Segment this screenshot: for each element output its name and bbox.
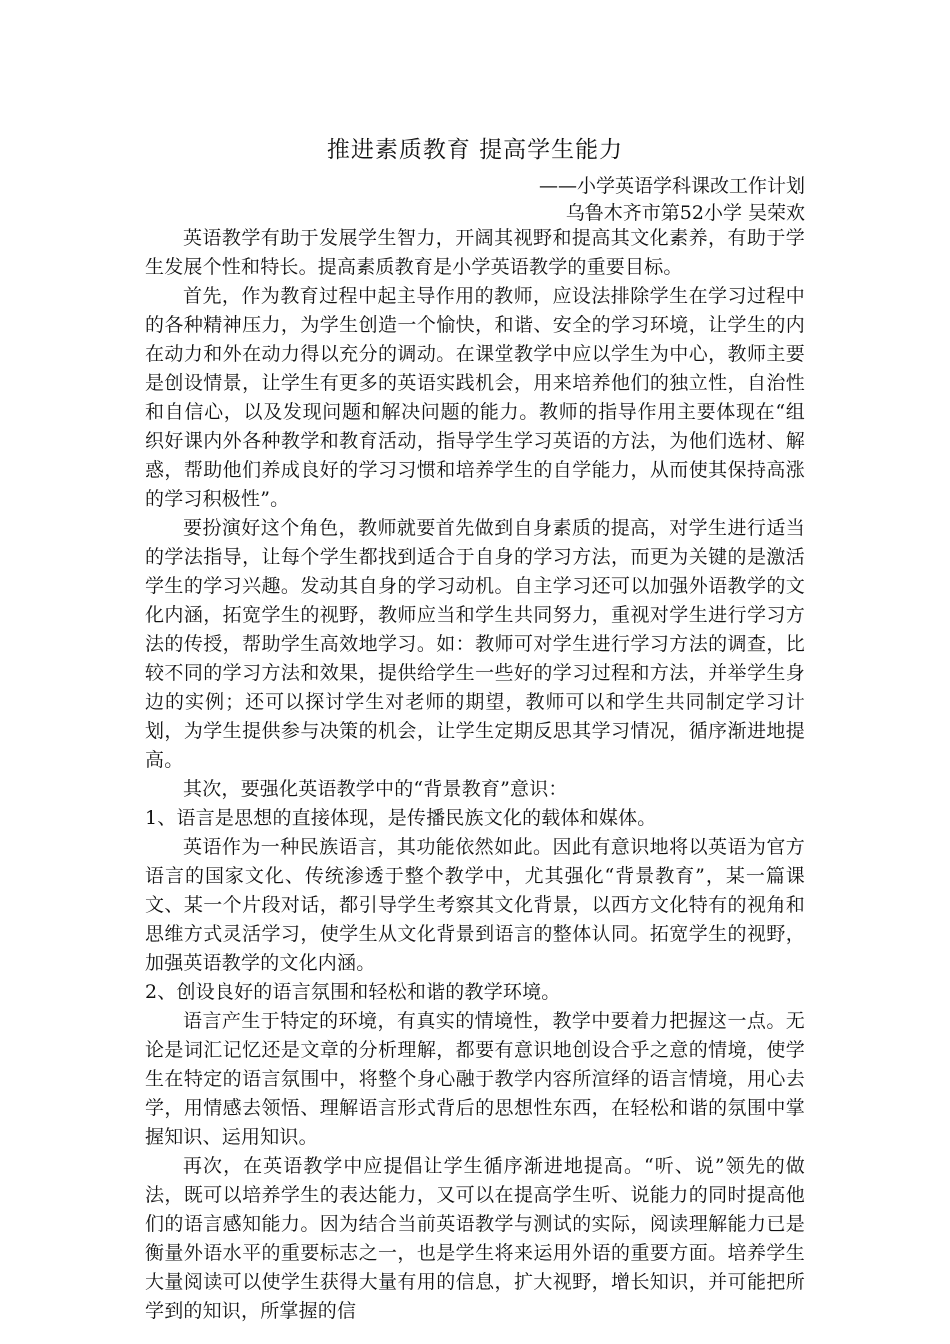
paragraph: 英语作为一种民族语言，其功能依然如此。因此有意识地将以英语为官方语言的国家文化、传统渗透于整个教学中，尤其强化“背景教育”，某一篇课文、某一个片段对话，都引导学生考察其文化背景，以西方文化特有的视角和思维方式灵活学习，使学生从文化背景到语言的整体认同。拓宽学生的视野，加强英语教学的文化内涵。 — [145, 836, 805, 974]
numbered-heading: 2、创设良好的语言氛围和轻松和谐的教学环境。 — [145, 981, 561, 1003]
paragraph: 首先，作为教育过程中起主导作用的教师，应设法排除学生在学习过程中的各种精神压力，为学生创造一个愉快，和谐、安全的学习环境，让学生的内在动力和外在动力得以充分的调动。在课堂教学中应以学生为中心，教师主要是创设情景，让学生有更多的英语实践机会，用来培养他们的独立性，自治性和自信心，以及发现问题和解决问题的能力。教师的指导作用主要体现在“组织好课内外各种教学和教育活动，指导学生学习英语的方法，为他们选材、解惑，帮助他们养成良好的学习习惯和培养学生的自学能力，从而使其保持高涨的学习积极性”。 — [145, 285, 805, 510]
numbered-heading: 1、语言是思想的直接体现，是传播民族文化的载体和媒体。 — [145, 807, 657, 829]
document-author: 乌鲁木齐市第52小学 吴荣欢 — [565, 202, 805, 224]
paragraph: 语言产生于特定的环境，有真实的情境性，教学中要着力把握这一点。无论是词汇记忆还是文章的分析理解，都要有意识地创设合乎之意的情境，使学生在特定的语言氛围中，将整个身心融于教学内容所渲绎的语言情境，用心去学，用情感去领悟、理解语言形式背后的思想性东西，在轻松和谐的氛围中掌握知识、运用知识。 — [145, 1010, 805, 1148]
document-subtitle: ——小学英语学科课改工作计划 — [538, 175, 805, 197]
paragraph: 英语教学有助于发展学生智力，开阔其视野和提高其文化素养，有助于学生发展个性和特长。提高素质教育是小学英语教学的重要目标。 — [145, 227, 805, 278]
document-title: 推进素质教育 提高学生能力 — [326, 137, 624, 163]
document-page — [145, 130, 805, 1326]
paragraph: 其次，要强化英语教学中的“背景教育”意识： — [183, 778, 568, 800]
paragraph: 再次，在英语教学中应提倡让学生循序渐进地提高。“听、说”领先的做法，既可以培养学生的表达能力，又可以在提高学生听、说能力的同时提高他们的语言感知能力。因为结合当前英语教学与测试的实际，阅读理解能力已是衡量外语水平的重要标志之一，也是学生将来运用外语的重要方面。培养学生大量阅读可以使学生获得大量有用的信息，扩大视野，增长知识，并可能把所学到的知识，所掌握的信 — [145, 1155, 805, 1322]
document-body — [145, 224, 805, 1326]
paragraph: 要扮演好这个角色，教师就要首先做到自身素质的提高，对学生进行适当的学法指导，让每个学生都找到适合于自身的学习方法，而更为关键的是激活学生的学习兴趣。发动其自身的学习动机。自主学习还可以加强外语教学的文化内涵，拓宽学生的视野，教师应当和学生共同努力，重视对学生进行学习方法的传授，帮助学生高效地学习。如：教师可对学生进行学习方法的调查，比较不同的学习方法和效果，提供给学生一些好的学习过程和方法，并举学生身边的实例；还可以探讨学生对老师的期望，教师可以和学生共同制定学习计划，为学生提供参与决策的机会，让学生定期反思其学习情况，循序渐进地提高。 — [145, 517, 805, 771]
